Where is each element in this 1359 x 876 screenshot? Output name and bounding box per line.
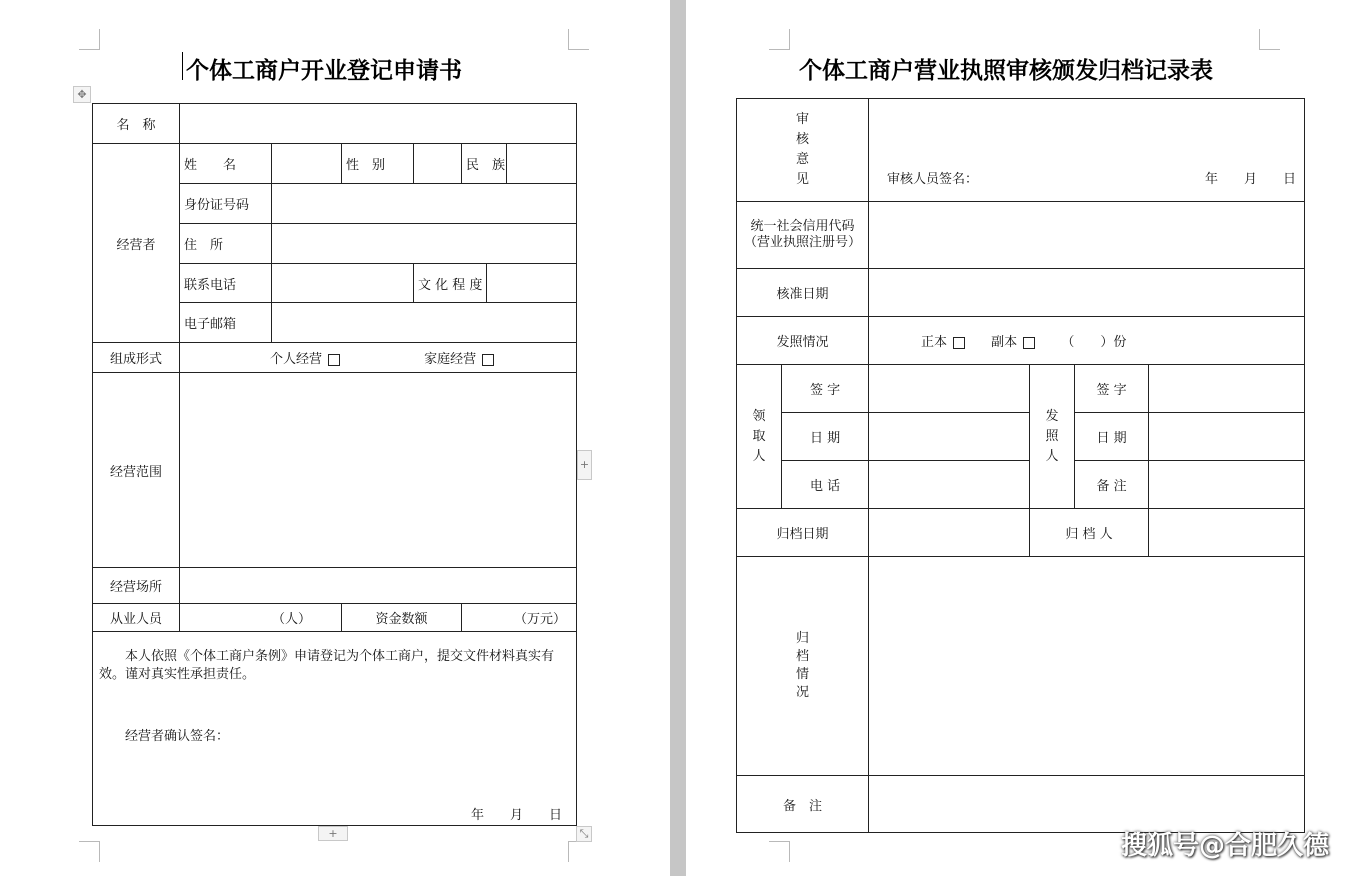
employees-field[interactable] (180, 604, 342, 632)
org-form-label: 组成形式 (93, 343, 180, 373)
crop-mark (568, 841, 589, 862)
education-label: 文 化 程 度 (414, 264, 487, 303)
archive-char: 档 (796, 649, 810, 664)
gender-field[interactable] (414, 144, 462, 184)
scope-field[interactable] (180, 373, 577, 568)
archive-date-field[interactable] (869, 509, 1030, 557)
ethnicity-label: 民 族 (462, 144, 507, 184)
archive-date-label: 归档日期 (737, 509, 869, 557)
premises-label: 经营场所 (93, 568, 180, 604)
issuance-label: 发照情况 (737, 317, 869, 365)
credit-code-line1: 统一社会信用代码 (750, 219, 855, 234)
table-resize-handle-icon[interactable]: ⤡ (576, 826, 592, 842)
employees-unit: （人） (271, 612, 311, 627)
receiver-sign-label: 签 字 (782, 365, 869, 413)
archive-record-table (736, 98, 1305, 833)
watermark: 搜狐号@合肥久德 (1120, 831, 1329, 861)
signature-label: 经营者确认签名： (125, 729, 230, 744)
org-individual-label: 个人经营 (269, 352, 322, 367)
declaration-cell (93, 632, 577, 826)
capital-label: 资金数额 (342, 604, 462, 632)
left-page (0, 0, 670, 876)
ethnicity-field[interactable] (507, 144, 577, 184)
employees-label: 从业人员 (93, 604, 180, 632)
crop-mark (769, 841, 790, 862)
issuance-options (869, 317, 1305, 365)
name-field[interactable] (180, 104, 577, 144)
crop-mark (568, 29, 589, 50)
credit-code-field[interactable] (869, 202, 1305, 269)
gender-label: 性 别 (342, 144, 414, 184)
issuer-char: 发 (1045, 408, 1059, 424)
issuer-sign-field[interactable] (1149, 365, 1305, 413)
issuer-date-field[interactable] (1149, 413, 1305, 461)
id-field[interactable] (272, 184, 577, 224)
review-char: 见 (796, 172, 810, 187)
archive-char: 情 (796, 667, 810, 682)
review-opinion-field[interactable] (869, 99, 1305, 202)
education-field[interactable] (487, 264, 577, 303)
left-page-title: 个体工商户开业登记申请书 (186, 57, 462, 84)
review-date: 年 月 日 (1205, 172, 1297, 187)
table-move-handle-icon[interactable]: ✥ (73, 86, 91, 103)
receiver-label (737, 365, 782, 509)
archiver-field[interactable] (1149, 509, 1305, 557)
crop-mark (1259, 29, 1280, 50)
receiver-phone-field[interactable] (869, 461, 1030, 509)
capital-unit: （万元） (513, 612, 566, 627)
receiver-char: 取 (752, 428, 766, 444)
crop-mark (79, 29, 100, 50)
credit-code-label (737, 202, 869, 269)
email-field[interactable] (272, 303, 577, 343)
archiver-label: 归 档 人 (1030, 509, 1149, 557)
archive-status-field[interactable] (869, 557, 1305, 776)
add-row-button[interactable]: + (318, 826, 348, 841)
reviewer-signature-label: 审核人员签名： (887, 172, 979, 187)
original-label: 正本 (921, 335, 948, 350)
address-field[interactable] (272, 224, 577, 264)
right-page-title: 个体工商户营业执照审核颁发归档记录表 (799, 57, 1213, 84)
issuer-char: 照 (1045, 428, 1059, 444)
operator-label: 经营者 (93, 144, 180, 343)
bottom-remark-label: 备 注 (737, 776, 869, 833)
phone-label: 联系电话 (180, 264, 272, 303)
phone-field[interactable] (272, 264, 414, 303)
receiver-date-field[interactable] (869, 413, 1030, 461)
review-char: 审 (796, 112, 810, 127)
issuer-sign-label: 签 字 (1075, 365, 1149, 413)
org-individual-checkbox[interactable] (328, 354, 340, 366)
email-label: 电子邮箱 (180, 303, 272, 343)
right-page (686, 0, 1359, 876)
original-checkbox[interactable] (953, 337, 965, 349)
issuer-remark-field[interactable] (1149, 461, 1305, 509)
credit-code-line2: （营业执照注册号） (744, 235, 862, 250)
receiver-date-label: 日 期 (782, 413, 869, 461)
scope-label: 经营范围 (93, 373, 180, 568)
org-form-options (180, 343, 577, 373)
person-name-label: 姓 名 (180, 144, 272, 184)
page-gutter (670, 0, 686, 876)
archive-char: 归 (796, 631, 810, 646)
text-cursor (182, 52, 183, 80)
crop-mark (79, 841, 100, 862)
person-name-field[interactable] (272, 144, 342, 184)
id-label: 身份证号码 (180, 184, 272, 224)
org-family-label: 家庭经营 (424, 352, 477, 367)
crop-mark (769, 29, 790, 50)
premises-field[interactable] (180, 568, 577, 604)
approval-date-field[interactable] (869, 269, 1305, 317)
archive-char: 况 (796, 685, 810, 700)
add-column-button[interactable]: + (577, 450, 592, 480)
archive-status-label (737, 557, 869, 776)
issuer-remark-label: 备 注 (1075, 461, 1149, 509)
review-char: 意 (796, 152, 810, 167)
issuer-char: 人 (1045, 448, 1059, 464)
receiver-sign-field[interactable] (869, 365, 1030, 413)
issuer-label (1030, 365, 1075, 509)
copy-checkbox[interactable] (1023, 337, 1035, 349)
review-opinion-label (737, 99, 869, 202)
approval-date-label: 核准日期 (737, 269, 869, 317)
org-family-checkbox[interactable] (482, 354, 494, 366)
copy-label: 副本 (991, 335, 1018, 350)
copies-count[interactable]: （ ）份 (1061, 335, 1127, 350)
receiver-char: 领 (752, 408, 766, 424)
issuer-date-label: 日 期 (1075, 413, 1149, 461)
capital-field[interactable] (462, 604, 577, 632)
name-label: 名 称 (93, 104, 180, 144)
address-label: 住 所 (180, 224, 272, 264)
receiver-phone-label: 电 话 (782, 461, 869, 509)
registration-form-table (92, 103, 577, 826)
declaration-date: 年 月 日 (470, 808, 562, 823)
review-char: 核 (796, 132, 810, 147)
bottom-remark-field[interactable] (869, 776, 1305, 833)
receiver-char: 人 (752, 448, 766, 464)
declaration-text: 本人依照《个体工商户条例》申请登记为个体工商户，提交文件材料真实有效。谨对真实性承担责任。 (99, 649, 555, 682)
